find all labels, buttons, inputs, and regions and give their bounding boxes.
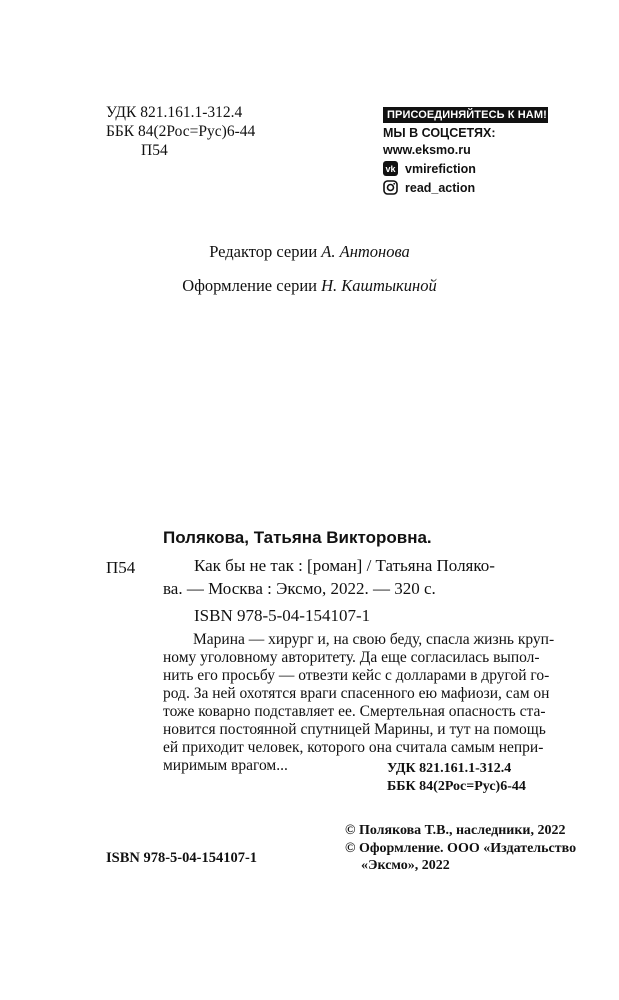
udk-code-bottom: УДК 821.161.1-312.4 bbox=[387, 761, 512, 776]
instagram-handle: read_action bbox=[405, 180, 476, 195]
annotation-paragraph bbox=[163, 631, 555, 775]
annotation-line: ному уголовному авторитету. Да еще согласилась выпол- bbox=[163, 649, 540, 666]
title-line-1: Как бы не так : [роман] / Татьяна Поляко- bbox=[194, 556, 495, 575]
series-design-credit bbox=[0, 276, 619, 296]
bbk-code: ББК 84(2Рос=Рус)6-44 bbox=[106, 123, 256, 140]
catalog-codes-top bbox=[106, 103, 255, 160]
isbn-entry: ISBN 978-5-04-154107-1 bbox=[194, 606, 371, 625]
vk-link[interactable] bbox=[383, 161, 548, 176]
designer-name: Н. Каштыкиной bbox=[321, 276, 437, 295]
udk-code: УДК 821.161.1-312.4 bbox=[106, 104, 243, 121]
annotation-line: ей приходит человек, которого она считала самым непри- bbox=[163, 739, 544, 756]
isbn-bottom: ISBN 978-5-04-154107-1 bbox=[106, 850, 258, 866]
author-heading: Полякова, Татьяна Викторовна. bbox=[163, 528, 432, 547]
annotation-line: род. За ней охотятся враги спасенного ею мафиози, сам он bbox=[163, 685, 550, 702]
bbk-code-bottom: ББК 84(2Рос=Рус)6-44 bbox=[387, 779, 526, 794]
editor-name: А. Антонова bbox=[321, 242, 410, 261]
annotation-line: миримым врагом... bbox=[163, 757, 288, 774]
website-link[interactable]: www.eksmo.ru bbox=[383, 143, 471, 157]
series-editor-credit bbox=[0, 242, 619, 262]
social-block bbox=[383, 107, 548, 195]
instagram-icon bbox=[383, 180, 398, 195]
svg-text:vk: vk bbox=[385, 164, 396, 174]
author-code: П54 bbox=[141, 142, 168, 159]
entry-code: П54 bbox=[106, 558, 136, 577]
social-subtitle: МЫ В СОЦСЕТЯХ: bbox=[383, 126, 496, 140]
editor-label: Редактор серии bbox=[209, 242, 318, 261]
annotation-line: нить его просьбу — отвезти кейс с долларами в другой го- bbox=[163, 667, 550, 684]
copyright-line-2: © Оформление. ООО «Издательство bbox=[345, 841, 577, 856]
join-us-banner: ПРИСОЕДИНЯЙТЕСЬ К НАМ! bbox=[383, 107, 548, 123]
vk-handle: vmirefiction bbox=[405, 161, 476, 176]
copyright-line-3: «Эксмо», 2022 bbox=[361, 858, 450, 873]
annotation-line: тоже коварно подставляет ее. Смертельная опасность ста- bbox=[163, 703, 546, 720]
instagram-link[interactable] bbox=[383, 180, 548, 195]
title-line-2: ва. — Москва : Эксмо, 2022. — 320 с. bbox=[163, 579, 436, 598]
vk-icon bbox=[383, 161, 398, 176]
annotation-line: новится постоянной спутницей Марины, и тут на помощь bbox=[163, 721, 546, 738]
design-label: Оформление серии bbox=[182, 276, 318, 295]
copyright-line-1: © Полякова Т.В., наследники, 2022 bbox=[345, 823, 566, 838]
annotation-line: Марина — хирург и, на свою беду, спасла жизнь круп- bbox=[193, 631, 555, 648]
